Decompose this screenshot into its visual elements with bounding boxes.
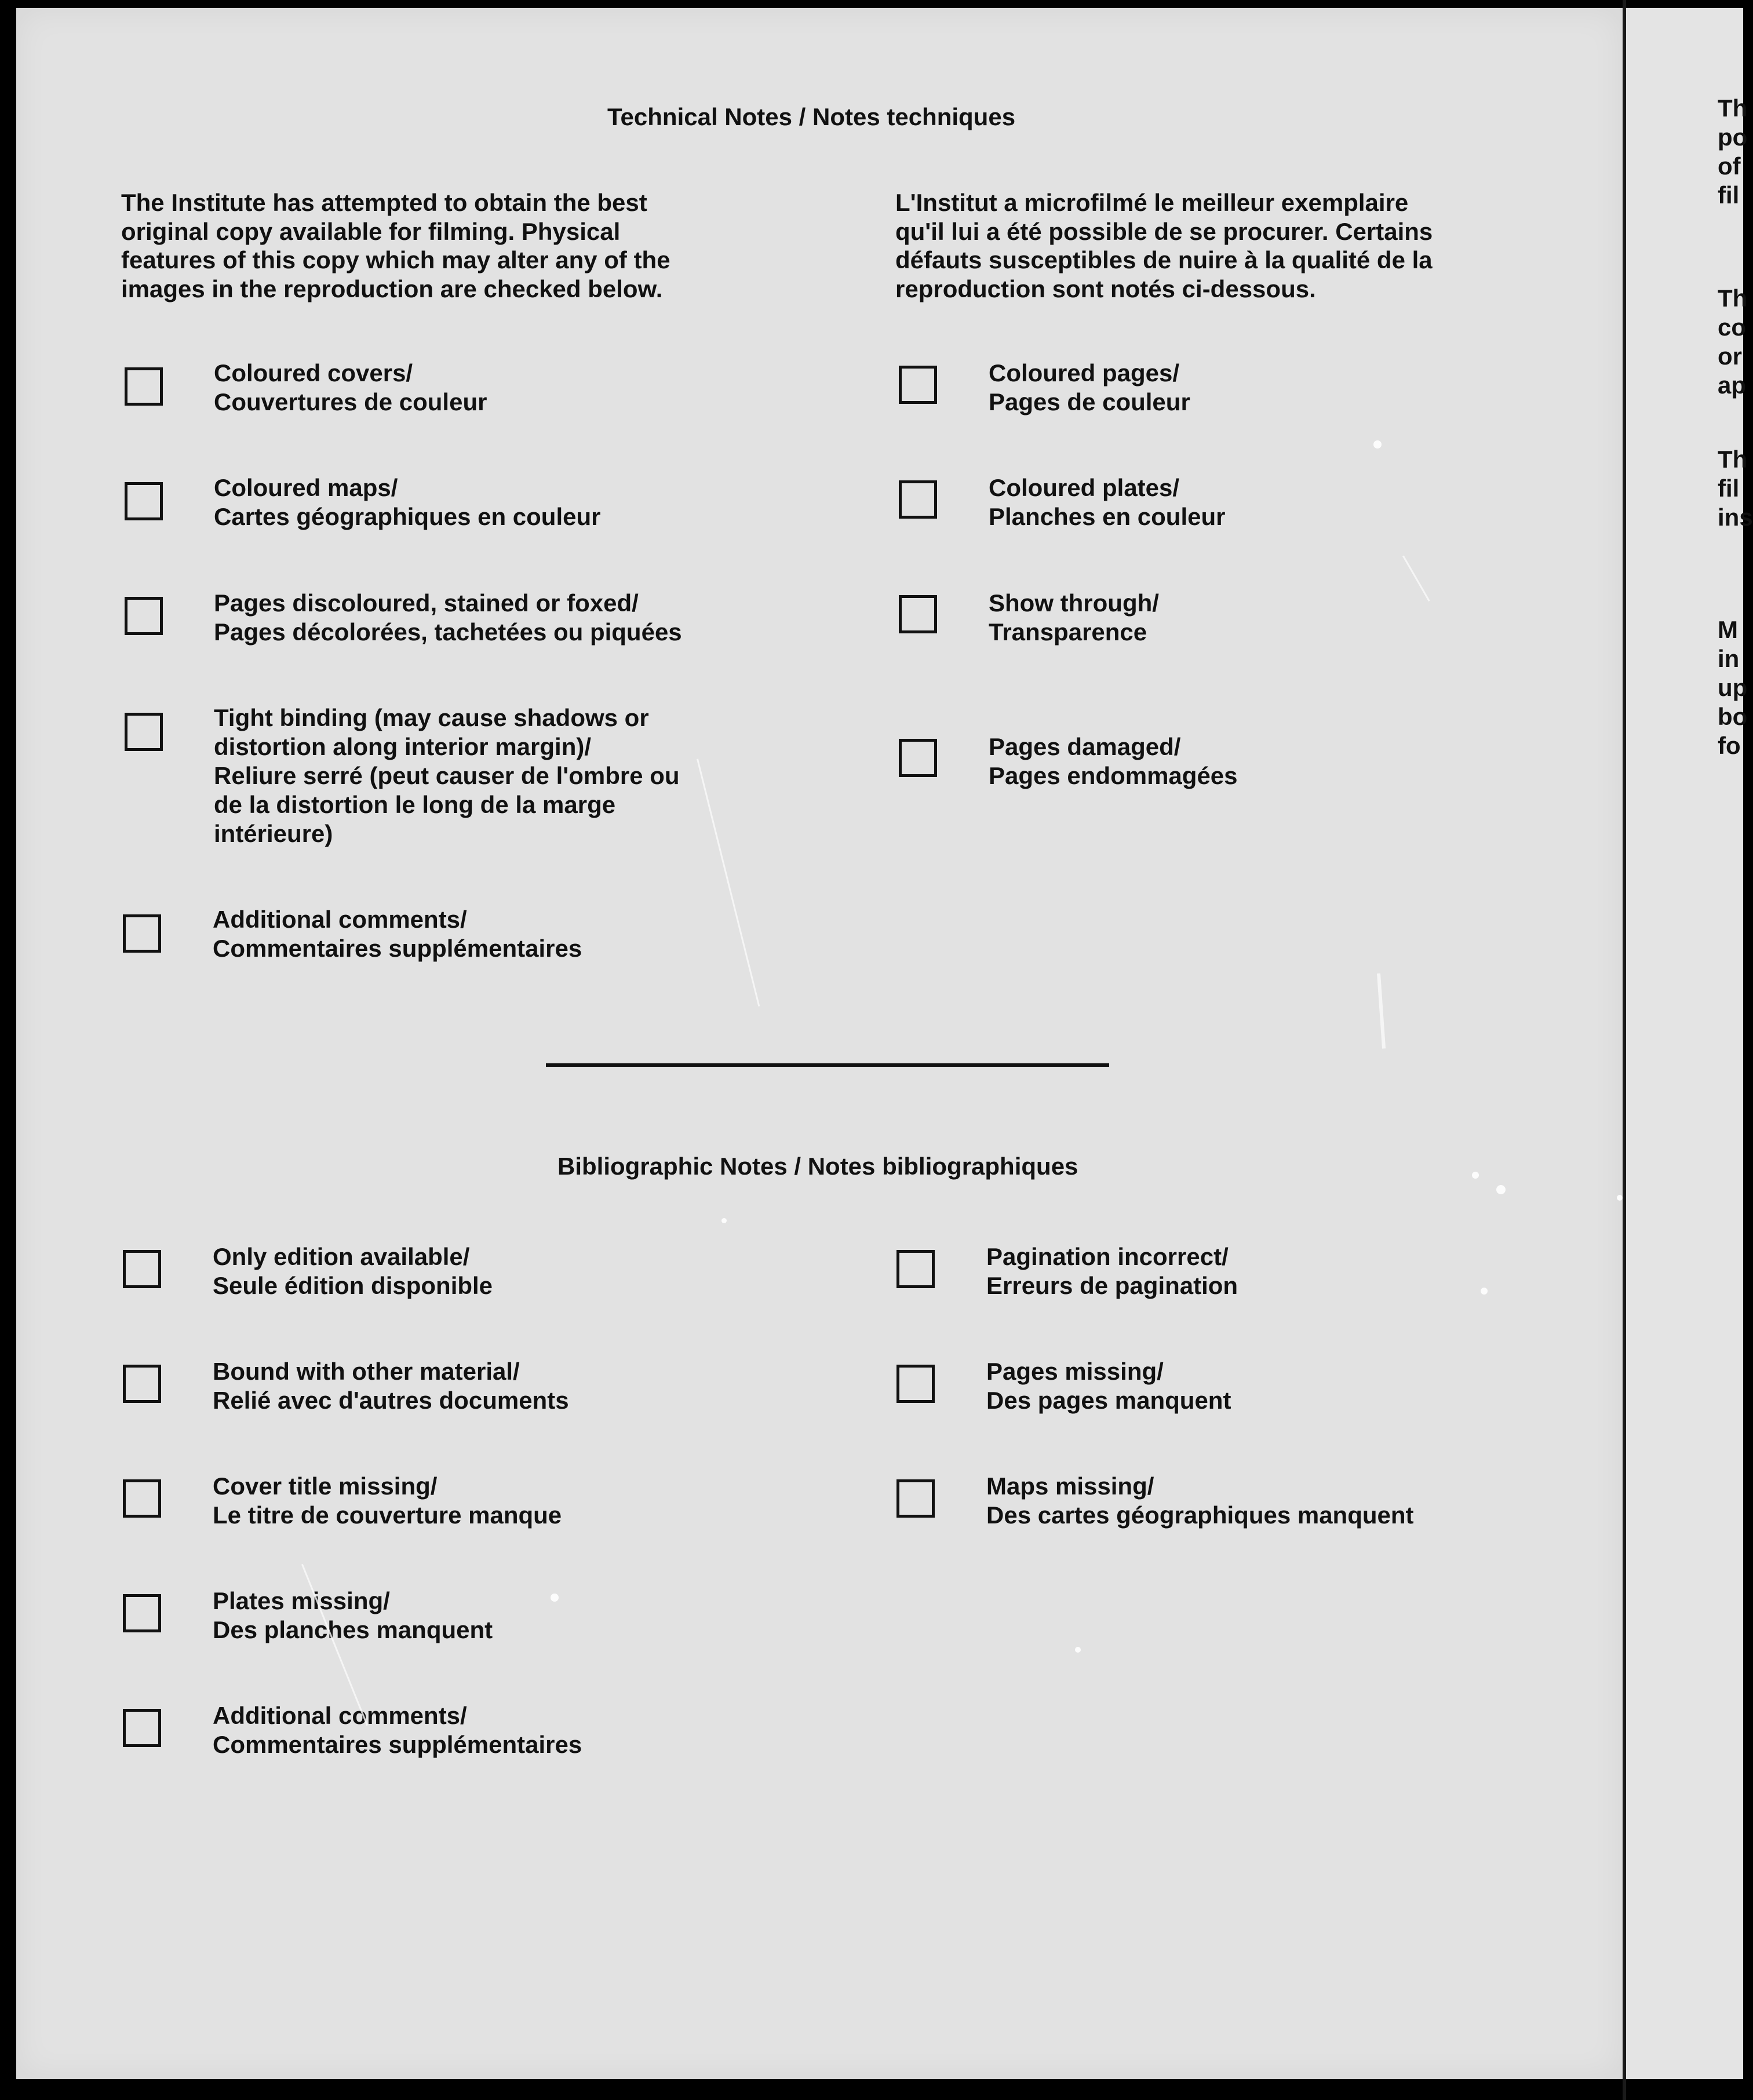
item-label: Tight binding (may cause shadows or xyxy=(214,704,649,731)
item-label: Pages discoloured, stained or foxed/ xyxy=(214,589,639,617)
fragment: po xyxy=(1718,123,1748,151)
fragment: Th xyxy=(1718,446,1748,473)
item-label: Plates missing/ xyxy=(213,1587,390,1614)
item-label: Commentaires supplémentaires xyxy=(213,935,582,962)
fragment: fo xyxy=(1718,732,1741,759)
item-label: Coloured plates/ xyxy=(989,474,1180,501)
item-label: Le titre de couverture manque xyxy=(213,1501,562,1529)
dust-speck xyxy=(1481,1288,1488,1295)
bibliographic-notes-title: Bibliographic Notes / Notes bibliographiques xyxy=(557,1153,1078,1180)
item-label: Seule édition disponible xyxy=(213,1272,493,1299)
fragment: fil xyxy=(1718,181,1740,209)
dust-speck xyxy=(1075,1647,1081,1653)
item-label: Planches en couleur xyxy=(989,503,1226,530)
item-label: Show through/ xyxy=(989,589,1159,617)
item-label: Relié avec d'autres documents xyxy=(213,1387,569,1414)
item-label: Des cartes géographiques manquent xyxy=(986,1501,1414,1529)
fragment: in xyxy=(1718,645,1740,672)
item-label: Pages endommagées xyxy=(989,762,1238,789)
intro-fr-line: L'Institut a microfilmé le meilleur exemplaire xyxy=(895,189,1409,216)
item-label: Couvertures de couleur xyxy=(214,388,487,415)
item-label: Commentaires supplémentaires xyxy=(213,1731,582,1758)
dust-speck xyxy=(1496,1185,1506,1194)
item-label: Pages de couleur xyxy=(989,388,1190,415)
dust-speck xyxy=(551,1594,559,1602)
item-label: Bound with other material/ xyxy=(213,1358,520,1385)
item-label: intérieure) xyxy=(214,820,333,847)
checkbox[interactable] xyxy=(125,367,163,406)
section-divider xyxy=(546,1063,1109,1067)
checkbox[interactable] xyxy=(123,914,161,953)
fragment: up xyxy=(1718,674,1748,701)
intro-fr-line: reproduction sont notés ci-dessous. xyxy=(895,275,1316,302)
item-label: Coloured maps/ xyxy=(214,474,398,501)
checkbox[interactable] xyxy=(896,1479,935,1518)
fragment: co xyxy=(1718,313,1747,341)
intro-en-line: features of this copy which may alter any of the xyxy=(121,246,670,274)
item-label: Only edition available/ xyxy=(213,1243,470,1270)
dust-speck xyxy=(1617,1195,1623,1201)
checkbox[interactable] xyxy=(123,1479,161,1518)
dust-speck xyxy=(1373,440,1382,449)
checkbox[interactable] xyxy=(125,713,163,751)
item-label: Des planches manquent xyxy=(213,1616,493,1643)
item-label: Additional comments/ xyxy=(213,906,467,933)
intro-en-line: images in the reproduction are checked below. xyxy=(121,275,663,302)
checkbox[interactable] xyxy=(899,366,937,404)
intro-fr-line: défauts susceptibles de nuire à la qualité de la xyxy=(895,246,1433,274)
checkbox[interactable] xyxy=(123,1594,161,1632)
technical-notes-title: Technical Notes / Notes techniques xyxy=(607,103,1016,130)
fragment: fil xyxy=(1718,475,1740,502)
item-label: Coloured pages/ xyxy=(989,359,1180,387)
fragment: of xyxy=(1718,152,1741,180)
intro-en-line: The Institute has attempted to obtain the best xyxy=(121,189,647,216)
checkbox[interactable] xyxy=(123,1250,161,1288)
checkbox[interactable] xyxy=(125,482,163,520)
dust-speck xyxy=(1472,1172,1479,1179)
fragment: M xyxy=(1718,616,1738,643)
fragment: Th xyxy=(1718,285,1748,312)
item-label: Pages décolorées, tachetées ou piquées xyxy=(214,618,682,646)
fragment: or xyxy=(1718,342,1742,370)
item-label: Reliure serré (peut causer de l'ombre ou xyxy=(214,762,680,789)
item-label: de la distortion le long de la marge xyxy=(214,791,616,818)
fragment: bo xyxy=(1718,703,1748,730)
checkbox[interactable] xyxy=(896,1250,935,1288)
item-label: Des pages manquent xyxy=(986,1387,1231,1414)
checkbox[interactable] xyxy=(125,597,163,635)
fragment: ap xyxy=(1718,371,1747,399)
checkbox[interactable] xyxy=(123,1365,161,1403)
item-label: Transparence xyxy=(989,618,1147,646)
intro-en-line: original copy available for filming. Physical xyxy=(121,218,621,245)
item-label: Pagination incorrect/ xyxy=(986,1243,1229,1270)
fragment: Th xyxy=(1718,94,1748,122)
item-label: Additional comments/ xyxy=(213,1702,467,1729)
item-label: Cover title missing/ xyxy=(213,1472,438,1500)
item-label: Coloured covers/ xyxy=(214,359,413,387)
item-label: Maps missing/ xyxy=(986,1472,1154,1500)
dust-speck xyxy=(721,1218,727,1223)
item-label: Erreurs de pagination xyxy=(986,1272,1238,1299)
checkbox[interactable] xyxy=(896,1365,935,1403)
item-label: Cartes géographiques en couleur xyxy=(214,503,601,530)
intro-fr-line: qu'il lui a été possible de se procurer. Certains xyxy=(895,218,1433,245)
item-label: Pages damaged/ xyxy=(989,733,1181,760)
item-label: distortion along interior margin)/ xyxy=(214,733,591,760)
checkbox[interactable] xyxy=(899,595,937,633)
checkbox[interactable] xyxy=(899,739,937,777)
checkbox[interactable] xyxy=(123,1709,161,1747)
checkbox[interactable] xyxy=(899,480,937,519)
item-label: Pages missing/ xyxy=(986,1358,1164,1385)
fragment: ins xyxy=(1718,504,1753,531)
